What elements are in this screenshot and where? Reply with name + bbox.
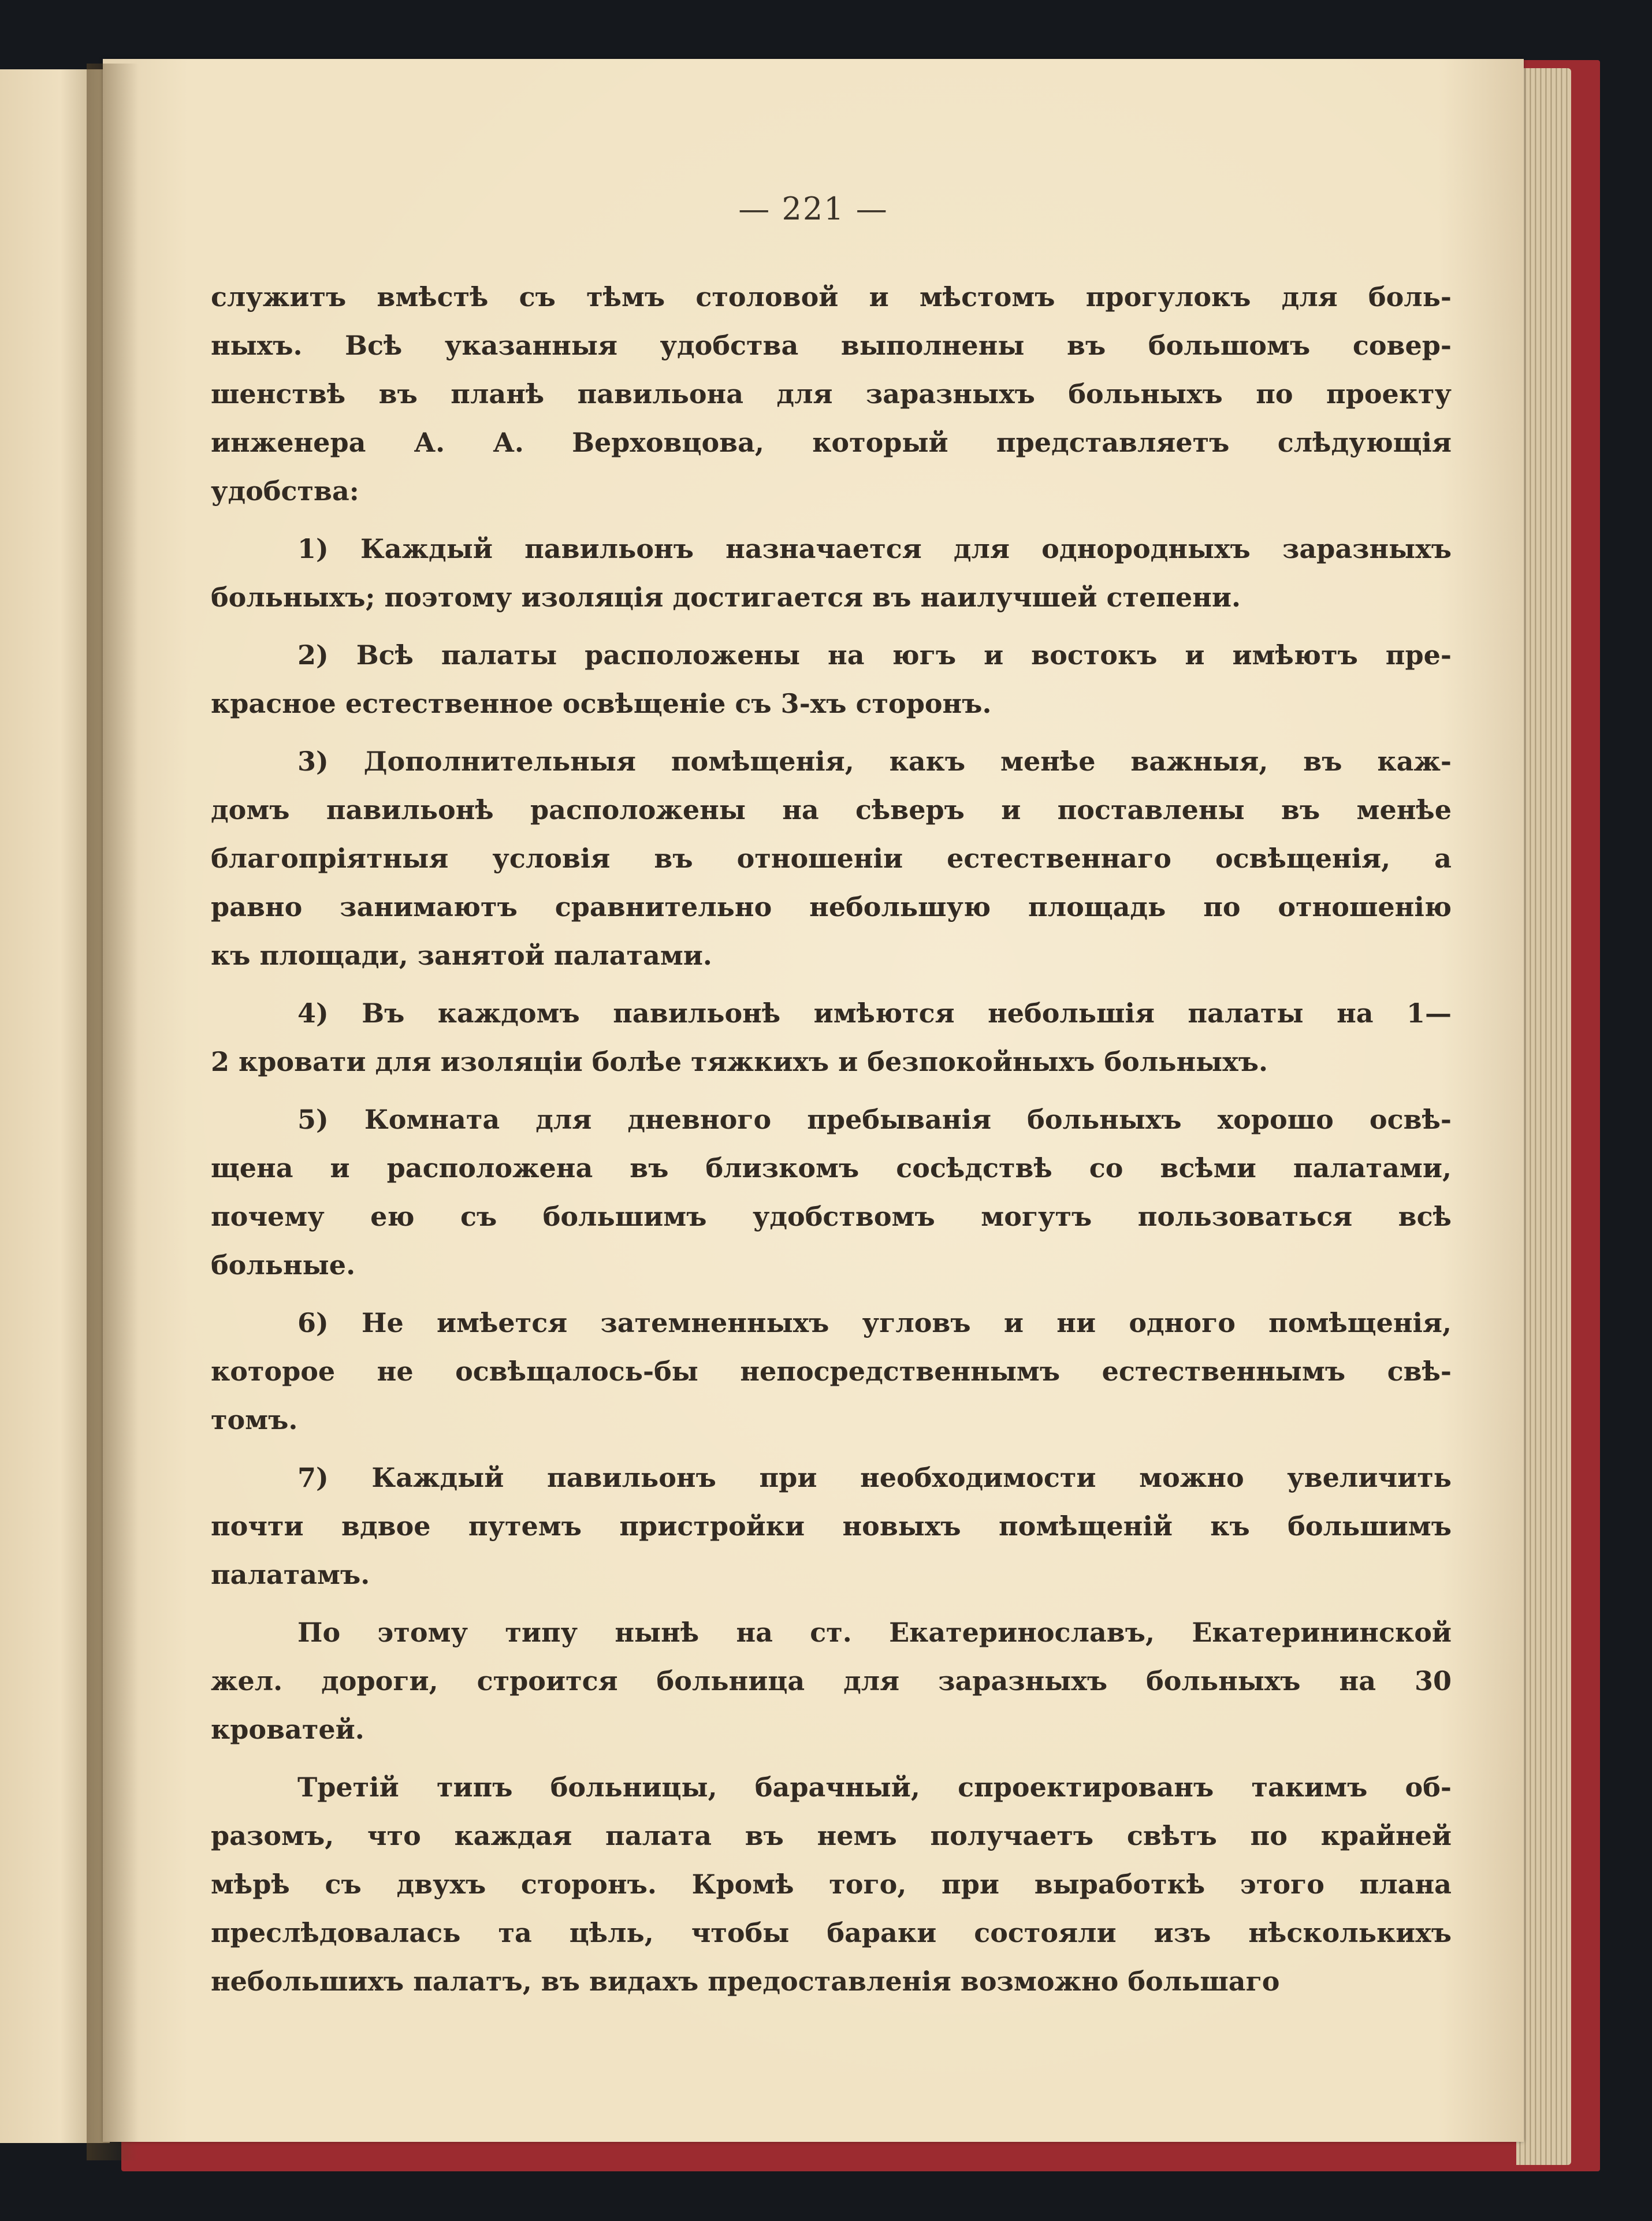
- paragraph-ekaterinoslav: [211, 1608, 1452, 1754]
- text-line: почти вдвое путемъ пристройки новыхъ помѣщеній къ большимъ: [211, 1511, 1452, 1542]
- text-line: разомъ, что каждая палата въ немъ получаетъ свѣтъ по крайней: [211, 1820, 1452, 1851]
- book-page: [103, 59, 1524, 2142]
- text-line: 2) Всѣ палаты расположены на югъ и востокъ и имѣютъ пре-: [297, 639, 1452, 671]
- text-line: Третій типъ больницы, барачный, спроектированъ такимъ об-: [297, 1772, 1452, 1803]
- text-line: инженера А. А. Верховцова, который представляетъ слѣдующія: [211, 427, 1452, 458]
- text-line: 7) Каждый павильонъ при необходимости можно увеличить: [297, 1462, 1452, 1493]
- text-line: больныхъ; поэтому изоляція достигается въ наилучшей степени.: [211, 582, 1241, 613]
- page-number: — 221 —: [738, 191, 888, 227]
- body-text: [211, 273, 1452, 2006]
- text-line: красное естественное освѣщеніе съ 3-хъ сторонъ.: [211, 688, 992, 719]
- paragraph-item-2: [211, 631, 1452, 728]
- text-line: По этому типу нынѣ на ст. Екатеринославъ, Екатерининской: [297, 1617, 1452, 1648]
- text-line: больные.: [211, 1249, 356, 1281]
- text-line: равно занимаютъ сравнительно небольшую площадь по отношенію: [211, 891, 1452, 922]
- text-line: ныхъ. Всѣ указанныя удобства выполнены въ большомъ совер-: [211, 330, 1452, 361]
- paragraph-item-7: [211, 1453, 1452, 1599]
- text-line: 1) Каждый павильонъ назначается для однородныхъ заразныхъ: [297, 533, 1452, 564]
- text-line: палатамъ.: [211, 1559, 370, 1590]
- text-line: благопріятныя условія въ отношеніи естественнаго освѣщенія, а: [211, 843, 1452, 874]
- paragraph-item-4: [211, 989, 1452, 1086]
- text-line: 6) Не имѣется затемненныхъ угловъ и ни одного помѣщенія,: [297, 1307, 1452, 1338]
- text-line: небольшихъ палатъ, въ видахъ предоставленія возможно большаго: [211, 1966, 1280, 1997]
- paragraph-third-type: [211, 1763, 1452, 2006]
- text-line: томъ.: [211, 1404, 298, 1435]
- text-line: 4) Въ каждомъ павильонѣ имѣются небольшія палаты на 1—: [297, 998, 1452, 1029]
- text-line: 3) Дополнительныя помѣщенія, какъ менѣе важныя, въ каж-: [297, 746, 1452, 777]
- text-line: жел. дороги, строится больница для заразныхъ больныхъ на 30: [211, 1665, 1452, 1697]
- text-line: шенствѣ въ планѣ павильона для заразныхъ больныхъ по проекту: [211, 378, 1452, 410]
- text-line: щена и расположена въ близкомъ сосѣдствѣ со всѣми палатами,: [211, 1152, 1452, 1184]
- text-line: мѣрѣ съ двухъ сторонъ. Кромѣ того, при выработкѣ этого плана: [211, 1869, 1452, 1900]
- text-line: къ площади, занятой палатами.: [211, 940, 712, 971]
- text-line: 2 кровати для изоляціи болѣе тяжкихъ и безпокойныхъ больныхъ.: [211, 1046, 1268, 1077]
- paragraph-item-3: [211, 737, 1452, 980]
- text-line: почему ею съ большимъ удобствомъ могутъ пользоваться всѣ: [211, 1201, 1452, 1232]
- paragraph-item-1: [211, 524, 1452, 622]
- text-line: преслѣдовалась та цѣль, чтобы бараки состояли изъ нѣсколькихъ: [211, 1917, 1452, 1948]
- page-edges: [1516, 68, 1571, 2165]
- text-line: 5) Комната для дневного пребыванія больныхъ хорошо освѣ-: [297, 1104, 1452, 1135]
- text-line: которое не освѣщалось-бы непосредственнымъ естественнымъ свѣ-: [211, 1356, 1452, 1387]
- gutter-shadow: [87, 64, 139, 2160]
- text-line: служитъ вмѣстѣ съ тѣмъ столовой и мѣстомъ прогулокъ для боль-: [211, 281, 1452, 312]
- text-line: удобства:: [211, 475, 359, 507]
- paragraph-intro: [211, 273, 1452, 515]
- text-line: кроватей.: [211, 1714, 364, 1745]
- text-line: домъ павильонѣ расположены на сѣверъ и поставлены въ менѣе: [211, 794, 1452, 825]
- paragraph-item-6: [211, 1299, 1452, 1444]
- paragraph-item-5: [211, 1095, 1452, 1289]
